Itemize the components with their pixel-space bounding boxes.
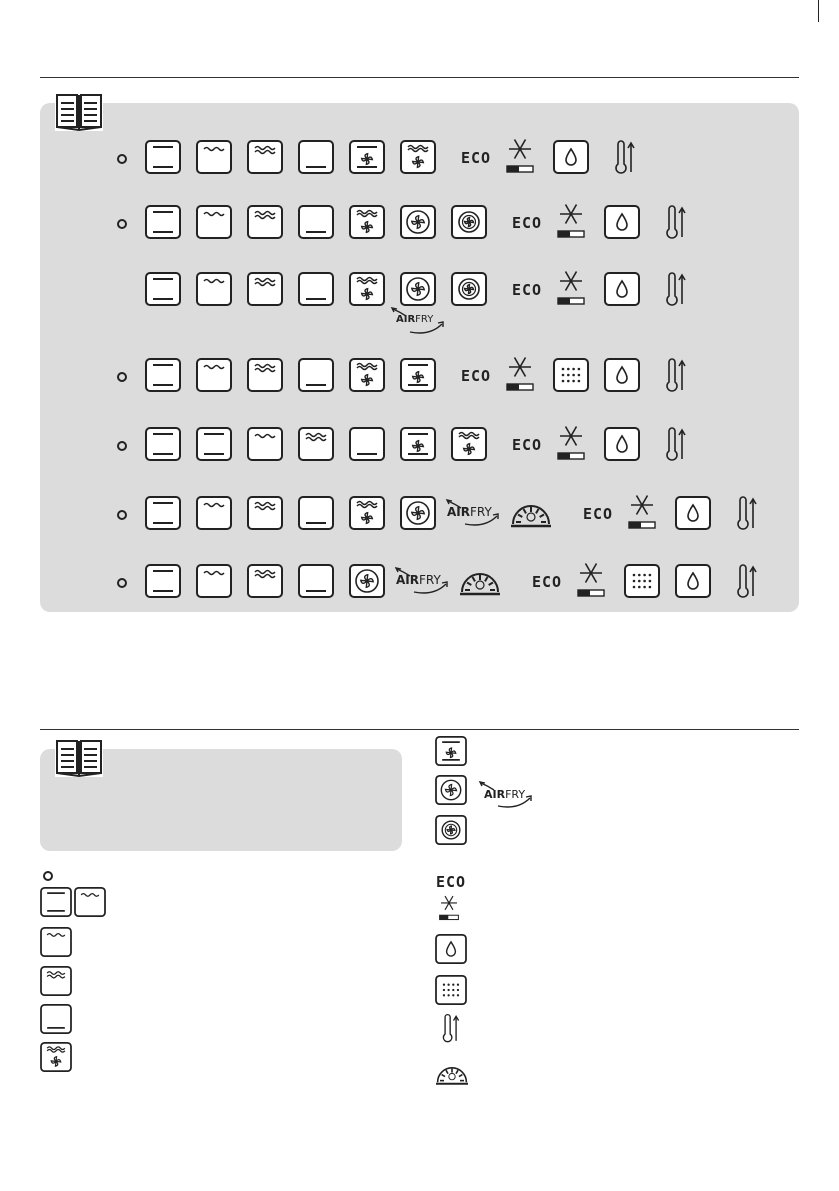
- middle-divider: [40, 729, 799, 730]
- top-bottom-icon: [40, 887, 72, 921]
- eco-label: ECO: [512, 281, 543, 299]
- bottom-icon: [40, 1004, 72, 1038]
- symbol-row: [0, 358, 839, 394]
- grill-icon: [298, 427, 334, 461]
- bottom-icon: [349, 427, 385, 461]
- eco-icon: [512, 213, 542, 232]
- pizza-oven-icon: [458, 568, 502, 598]
- indicator-light-icon: [117, 154, 127, 164]
- eco-icon: [512, 280, 542, 299]
- rapid-preheat-icon: [734, 564, 760, 600]
- fan-grill-icon: [451, 427, 487, 461]
- eco-label: ECO: [512, 214, 543, 232]
- steam-tray-icon: [435, 975, 467, 1009]
- top-icon: [196, 205, 232, 239]
- eco-icon: [461, 148, 491, 167]
- ring-fan-small-icon: [451, 272, 487, 306]
- steam-drop-icon: [553, 140, 589, 174]
- fan-grill-icon: [349, 496, 385, 530]
- symbol-row: [0, 272, 839, 325]
- fan-bottom-heat-icon: [349, 140, 385, 174]
- steam-drop-icon: [604, 358, 640, 392]
- air-label: AIR: [396, 573, 419, 587]
- air-label: AIR: [447, 505, 470, 519]
- bottom-icon: [298, 496, 334, 530]
- eco-icon: [532, 572, 562, 591]
- fry-label: FRY: [419, 573, 441, 587]
- top-bottom-icon: [145, 358, 181, 392]
- rapid-preheat-icon: [612, 140, 638, 176]
- airfry-icon: [478, 780, 538, 806]
- fry-label: FRY: [505, 788, 526, 801]
- steam-drop-icon: [604, 272, 640, 306]
- top-icon: [74, 887, 106, 921]
- steam-drop-icon: [604, 205, 640, 239]
- grill-icon: [247, 205, 283, 239]
- defrost-icon: [553, 201, 589, 241]
- eco-icon: [512, 435, 542, 454]
- steam-drop-icon: [604, 427, 640, 461]
- air-label: AIR: [396, 314, 416, 325]
- steam-drop-icon: [675, 564, 711, 598]
- steam-drop-icon: [675, 496, 711, 530]
- defrost-icon: [573, 560, 609, 600]
- eco-label: ECO: [461, 149, 492, 167]
- indicator-light-icon: [117, 578, 127, 588]
- top-bottom-icon: [145, 564, 181, 598]
- grill-icon: [40, 966, 72, 1000]
- open-book-icon: [54, 738, 104, 778]
- open-book-icon: [54, 92, 104, 132]
- rapid-preheat-icon: [663, 358, 689, 394]
- fan-bottom-heat-icon: [400, 358, 436, 392]
- top-icon: [196, 358, 232, 392]
- rapid-preheat-icon: [663, 272, 689, 308]
- rapid-preheat-icon: [663, 427, 689, 463]
- eco-label: ECO: [436, 873, 467, 891]
- eco-label: ECO: [583, 505, 614, 523]
- grill-icon: [247, 496, 283, 530]
- grill-icon: [247, 272, 283, 306]
- top-icon: [247, 427, 283, 461]
- airfry-icon: [445, 498, 505, 528]
- ring-fan-icon: [349, 564, 385, 598]
- grill-icon: [247, 564, 283, 598]
- eco-label: ECO: [512, 436, 543, 454]
- eco-label: ECO: [532, 573, 563, 591]
- top-bottom-icon: [145, 272, 181, 306]
- eco-icon: [461, 366, 491, 385]
- ring-fan-airfry-icon: [396, 272, 450, 332]
- indicator-light-icon: [43, 871, 53, 881]
- grill-icon: [247, 140, 283, 174]
- symbol-row: [0, 140, 839, 176]
- fry-label: FRY: [470, 505, 492, 519]
- ring-fan-icon: [400, 496, 436, 530]
- ring-fan-icon: [435, 775, 467, 809]
- defrost-icon: [502, 354, 538, 394]
- fan-grill-icon: [349, 272, 385, 306]
- bottom-icon: [298, 272, 334, 306]
- pizza-oven-icon: [434, 1063, 470, 1091]
- bottom-icon: [298, 358, 334, 392]
- top-divider: [40, 77, 799, 78]
- bottom-icon: [298, 564, 334, 598]
- defrost-icon: [624, 492, 660, 532]
- symbol-row: [0, 427, 839, 463]
- top-icon: [196, 564, 232, 598]
- steam-drop-icon: [435, 934, 467, 968]
- rapid-preheat-icon: [663, 205, 689, 241]
- defrost-icon: [502, 136, 538, 176]
- top-bottom-icon: [145, 496, 181, 530]
- indicator-light-icon: [117, 372, 127, 382]
- indicator-light-icon: [117, 219, 127, 229]
- defrost-icon: [553, 423, 589, 463]
- indicator-light-icon: [117, 510, 127, 520]
- fan-bottom-heat-icon: [435, 736, 467, 770]
- top-icon: [196, 140, 232, 174]
- fry-label: FRY: [415, 314, 434, 325]
- eco-icon: [436, 872, 466, 891]
- top-bottom-icon: [196, 427, 232, 461]
- top-bottom-icon: [145, 140, 181, 174]
- defrost-icon: [436, 893, 462, 927]
- ring-fan-small-icon: [435, 815, 467, 849]
- rapid-preheat-icon: [440, 1013, 462, 1049]
- fan-grill-icon: [40, 1042, 72, 1076]
- symbol-row: [0, 205, 839, 241]
- pizza-oven-icon: [509, 500, 553, 530]
- fan-grill-icon: [400, 140, 436, 174]
- top-bottom-icon: [145, 205, 181, 239]
- indicator-light-icon: [117, 441, 127, 451]
- eco-icon: [583, 504, 613, 523]
- steam-tray-icon: [624, 564, 660, 598]
- top-icon: [40, 927, 72, 961]
- symbol-row: [0, 496, 839, 532]
- grill-icon: [247, 358, 283, 392]
- top-bottom-icon: [145, 427, 181, 461]
- top-icon: [196, 272, 232, 306]
- ring-fan-small-icon: [451, 205, 487, 239]
- defrost-icon: [553, 268, 589, 308]
- rapid-preheat-icon: [734, 496, 760, 532]
- bottom-icon: [298, 205, 334, 239]
- eco-label: ECO: [461, 367, 492, 385]
- steam-tray-icon: [553, 358, 589, 392]
- ring-fan-icon: [400, 205, 436, 239]
- cut-mark: [818, 0, 819, 22]
- fan-grill-icon: [349, 358, 385, 392]
- airfry-icon: [394, 566, 454, 596]
- air-label: AIR: [484, 788, 506, 801]
- symbol-row: [0, 564, 839, 600]
- bottom-icon: [298, 140, 334, 174]
- top-icon: [196, 496, 232, 530]
- fan-grill-icon: [349, 205, 385, 239]
- fan-bottom-heat-icon: [400, 427, 436, 461]
